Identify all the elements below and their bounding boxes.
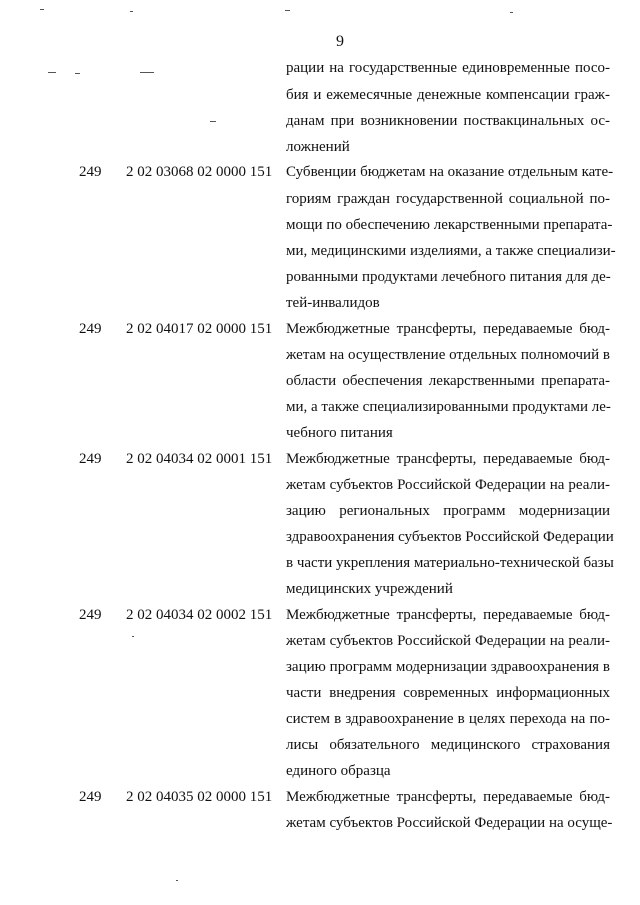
row-text-line: медицинских учреждений bbox=[286, 581, 453, 597]
row-text-line: в части укрепления материально-технической базы bbox=[286, 555, 614, 571]
row-text-line: Межбюджетные трансферты, передаваемые бюд- bbox=[286, 789, 610, 805]
row-text-line: тей-инвалидов bbox=[286, 295, 380, 311]
row-text-line: области обеспечения лекарственными препарата- bbox=[286, 373, 610, 389]
scan-speck bbox=[210, 121, 216, 122]
row-text-line: мощи по обеспечению лекарственными препарата- bbox=[286, 217, 613, 233]
row-text-line: жетам субъектов Российской Федерации на реали- bbox=[286, 477, 610, 493]
row-text-line: зацию программ модернизации здравоохранения в bbox=[286, 659, 610, 675]
row-text-line: систем в здравоохранение в целях перехода на по- bbox=[286, 711, 610, 727]
budget-classification-code: 2 02 04034 02 0002 151 bbox=[126, 607, 273, 623]
scan-speck bbox=[132, 636, 134, 637]
budget-classification-code: 2 02 04017 02 0000 151 bbox=[126, 321, 273, 337]
scan-speck bbox=[48, 72, 56, 73]
row-text-line: жетам субъектов Российской Федерации на осуще- bbox=[286, 815, 613, 831]
row-text-line: Межбюджетные трансферты, передаваемые бюд- bbox=[286, 451, 610, 467]
row-text-line: Межбюджетные трансферты, передаваемые бюд- bbox=[286, 321, 610, 337]
scan-speck bbox=[140, 72, 154, 73]
row-text-line: жетам субъектов Российской Федерации на реали- bbox=[286, 633, 610, 649]
admin-code: 249 bbox=[79, 789, 102, 805]
budget-classification-code: 2 02 04034 02 0001 151 bbox=[126, 451, 273, 467]
row-text-line: жетам на осуществление отдельных полномочий в bbox=[286, 347, 610, 363]
scan-speck bbox=[75, 73, 80, 74]
admin-code: 249 bbox=[79, 607, 102, 623]
budget-classification-code: 2 02 04035 02 0000 151 bbox=[126, 789, 273, 805]
scan-speck bbox=[40, 9, 44, 10]
row-text-line: здравоохранения субъектов Российской Федерации bbox=[286, 529, 614, 545]
row-text-line: лисы обязательного медицинского страхования bbox=[286, 737, 610, 753]
row-text-line: ми, а также специализированными продуктами ле- bbox=[286, 399, 611, 415]
row-text-line: чебного питания bbox=[286, 425, 393, 441]
row-text-line: ложнений bbox=[286, 139, 350, 155]
scan-speck bbox=[510, 12, 513, 13]
row-text-line: части внедрения современных информационных bbox=[286, 685, 610, 701]
budget-classification-code: 2 02 03068 02 0000 151 bbox=[126, 164, 273, 180]
row-text-line: Межбюджетные трансферты, передаваемые бюд- bbox=[286, 607, 610, 623]
admin-code: 249 bbox=[79, 451, 102, 467]
page-number: 9 bbox=[336, 33, 344, 50]
row-text-line: гориям граждан государственной социальной по- bbox=[286, 191, 610, 207]
row-text-line: рованными продуктами лечебного питания для де- bbox=[286, 269, 611, 285]
row-text-line: рации на государственные единовременные посо- bbox=[286, 60, 610, 76]
row-text-line: ми, медицинскими изделиями, а также специализи- bbox=[286, 243, 616, 259]
row-text-line: бия и ежемесячные денежные компенсации граж- bbox=[286, 87, 610, 103]
row-text-line: Субвенции бюджетам на оказание отдельным кате- bbox=[286, 164, 614, 180]
row-text-line: данам при возникновении поствакцинальных ос- bbox=[286, 113, 610, 129]
row-text-line: единого образца bbox=[286, 763, 391, 779]
admin-code: 249 bbox=[79, 321, 102, 337]
admin-code: 249 bbox=[79, 164, 102, 180]
scan-speck bbox=[130, 11, 133, 12]
row-text-line: зацию региональных программ модернизации bbox=[286, 503, 610, 519]
scan-speck bbox=[176, 880, 178, 881]
scan-speck bbox=[285, 10, 290, 11]
